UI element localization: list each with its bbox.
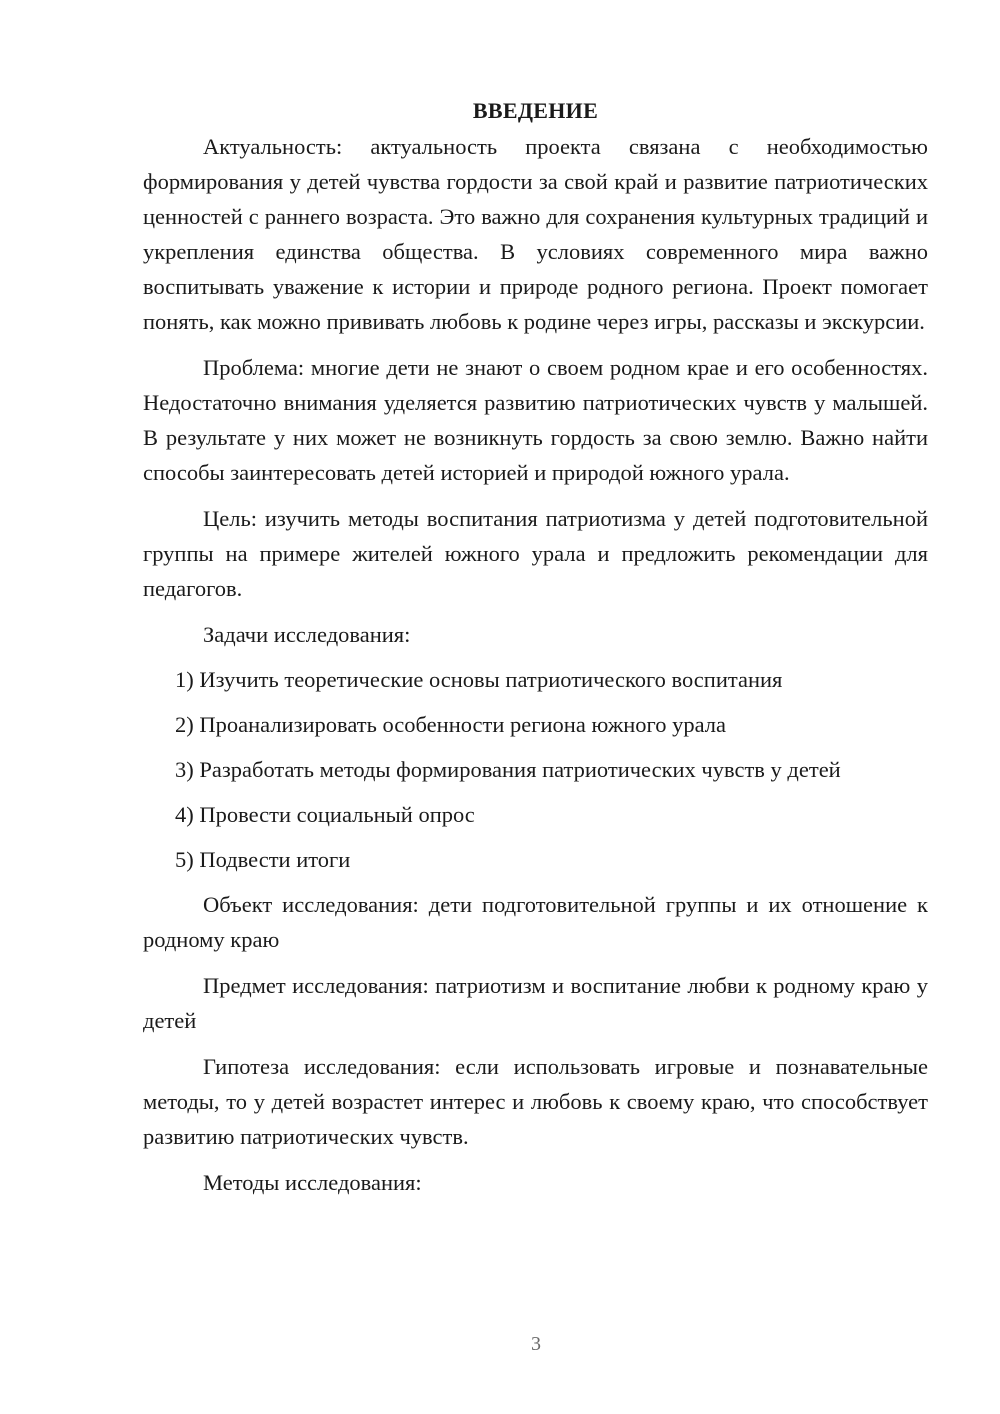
tasks-heading: Задачи исследования: xyxy=(203,622,411,647)
methods-heading: Методы исследования: xyxy=(203,1170,422,1195)
goal-paragraph: Цель: изучить методы воспитания патриотизма у детей подготовительной группы на примере жителей южного урала и предложить рекомендации для педагогов. xyxy=(143,506,928,601)
page-number: 3 xyxy=(531,1333,541,1355)
tasks-list xyxy=(143,662,928,877)
subject-paragraph: Предмет исследования: патриотизм и воспитание любви к родному краю у детей xyxy=(143,973,928,1033)
relevance-paragraph: Актуальность: актуальность проекта связана с необходимостью формирования у детей чувства гордости за свой край и развитие патриотических ценностей с раннего возраста. Это важно для сохранения культурных традиций и укрепления единства общества. В условиях современного мира важно воспитывать уважение к истории и природе родного региона. Проект помогает понять, как можно прививать любовь к родине через игры, рассказы и экскурсии. xyxy=(143,134,928,334)
task-item-3: 3) Разработать методы формирования патриотических чувств у детей xyxy=(175,757,841,782)
object-paragraph: Объект исследования: дети подготовительной группы и их отношение к родному краю xyxy=(143,892,928,952)
task-item-1: 1) Изучить теоретические основы патриотического воспитания xyxy=(175,667,783,692)
hypothesis-paragraph: Гипотеза исследования: если использовать игровые и познавательные методы, то у детей возрастет интерес и любовь к своему краю, что способствует развитию патриотических чувств. xyxy=(143,1054,928,1149)
problem-paragraph: Проблема: многие дети не знают о своем родном крае и его особенностях. Недостаточно внимания уделяется развитию патриотических чувств у малышей. В результате у них может не возникнуть гордость за свою землю. Важно найти способы заинтересовать детей историей и природой южного урала. xyxy=(143,355,928,485)
document-page xyxy=(143,93,928,1210)
task-item-2: 2) Проанализировать особенности региона южного урала xyxy=(175,712,726,737)
task-item-4: 4) Провести социальный опрос xyxy=(175,802,475,827)
page-title: ВВЕДЕНИЕ xyxy=(472,98,599,123)
task-item-5: 5) Подвести итоги xyxy=(175,847,351,872)
